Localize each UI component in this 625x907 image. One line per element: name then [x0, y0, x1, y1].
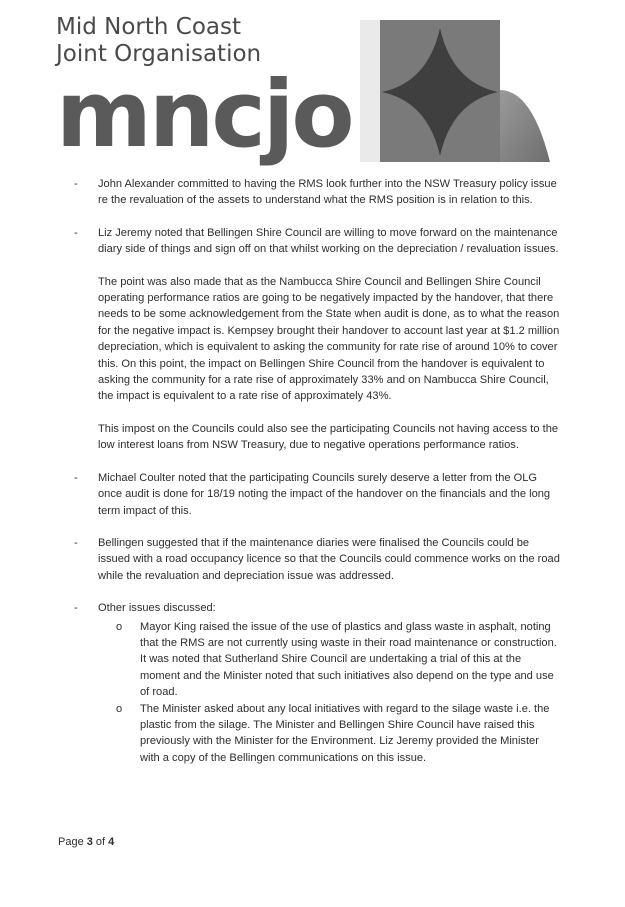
list-item: [60, 176, 560, 209]
dash-bullet: -: [74, 536, 78, 549]
sub-list-item-text: The Minister asked about any local initiatives with regard to the silage waste i.e. the plastic from the silage. The Minister and Bellingen Shire Council have raised this previously with the Minister for the Environment. Liz Jeremy provided the Minister with a copy of the Bellingen communications on this issue.: [140, 702, 550, 764]
sub-list: [98, 619, 560, 767]
sub-list-item: [98, 701, 560, 767]
page-total: 4: [108, 836, 115, 848]
dash-bullet: -: [74, 602, 78, 615]
list-item-text: John Alexander committed to having the RMS look further into the NSW Treasury policy issue re the revaluation of the assets to understand what the RMS position is in relation to this.: [98, 178, 557, 207]
dash-bullet: -: [74, 471, 78, 484]
dash-bullet: -: [74, 178, 78, 190]
organisation-name: [56, 14, 261, 68]
circle-bullet-icon: o: [116, 702, 123, 715]
org-name-line1: Mid North Coast: [56, 14, 242, 40]
list-item-text: Michael Coulter noted that the participating Councils surely deserve a letter from the OLG once audit is done for 18/19 noting the impact of the handover on the financials and the long term impact of this.: [98, 471, 551, 517]
sub-list-item: [98, 619, 560, 701]
sub-list-item-text: Mayor King raised the issue of the use of plastics and glass waste in asphalt, noting that the RMS are not currently using waste in their road maintenance or construction. It was noted that Sutherland Shire Council are undertaking a trial of this at the moment and the Minister noted that such initiatives also depend on the type and use of road.: [140, 620, 557, 699]
logo-star-icon: [360, 20, 550, 162]
document-body: [60, 176, 560, 782]
page-label: Page: [58, 836, 87, 848]
circle-bullet-icon: o: [116, 620, 123, 633]
page-current: 3: [86, 836, 93, 848]
page-of-label: of: [92, 836, 109, 848]
list-item: [60, 535, 560, 584]
org-name-line2: Joint Organisation: [56, 41, 262, 67]
body-paragraph: The point was also made that as the Nambucca Shire Council and Bellingen Shire Council operating performance ratios are going to be negatively impacted by the handover, that there needs to be some acknowledgement from the State when audit is done, as to what the reason for the negative impact is. Kempsey brought their handover to account last year at $1.2 million depreciation, which is equivalent to asking the community for rate rise of around 10% to cover this. On this point, the impact on Bellingen Shire Council from the handover is equivalent to asking the community for a rate rise of approximately 33% and on Nambucca Shire Council, the impact is equivalent to a rate rise of approximately 43%.: [98, 275, 560, 403]
list-item: [60, 470, 560, 519]
list-item: [60, 225, 560, 258]
list-item-text: Liz Jeremy noted that Bellingen Shire Council are willing to move forward on the maintenance diary side of things and sign off on that whilst working on the depreciation / revaluation issues.: [98, 226, 559, 256]
body-paragraph: This impost on the Councils could also see the participating Councils not having access to the low interest loans from NSW Treasury, due to negative operations performance ratios.: [98, 422, 559, 452]
list-item-text: Bellingen suggested that if the maintenance diaries were finalised the Councils could be issued with a road occupancy licence so that the Councils could commence works on the road while the revaluation and depreciation issue was addressed.: [98, 536, 560, 582]
list-item-other-issues: [60, 600, 560, 766]
page-number: [58, 836, 114, 848]
list-item-text: Other issues discussed:: [98, 602, 216, 615]
logo-wordmark: mncjo: [56, 61, 352, 168]
dash-bullet: -: [74, 226, 78, 239]
